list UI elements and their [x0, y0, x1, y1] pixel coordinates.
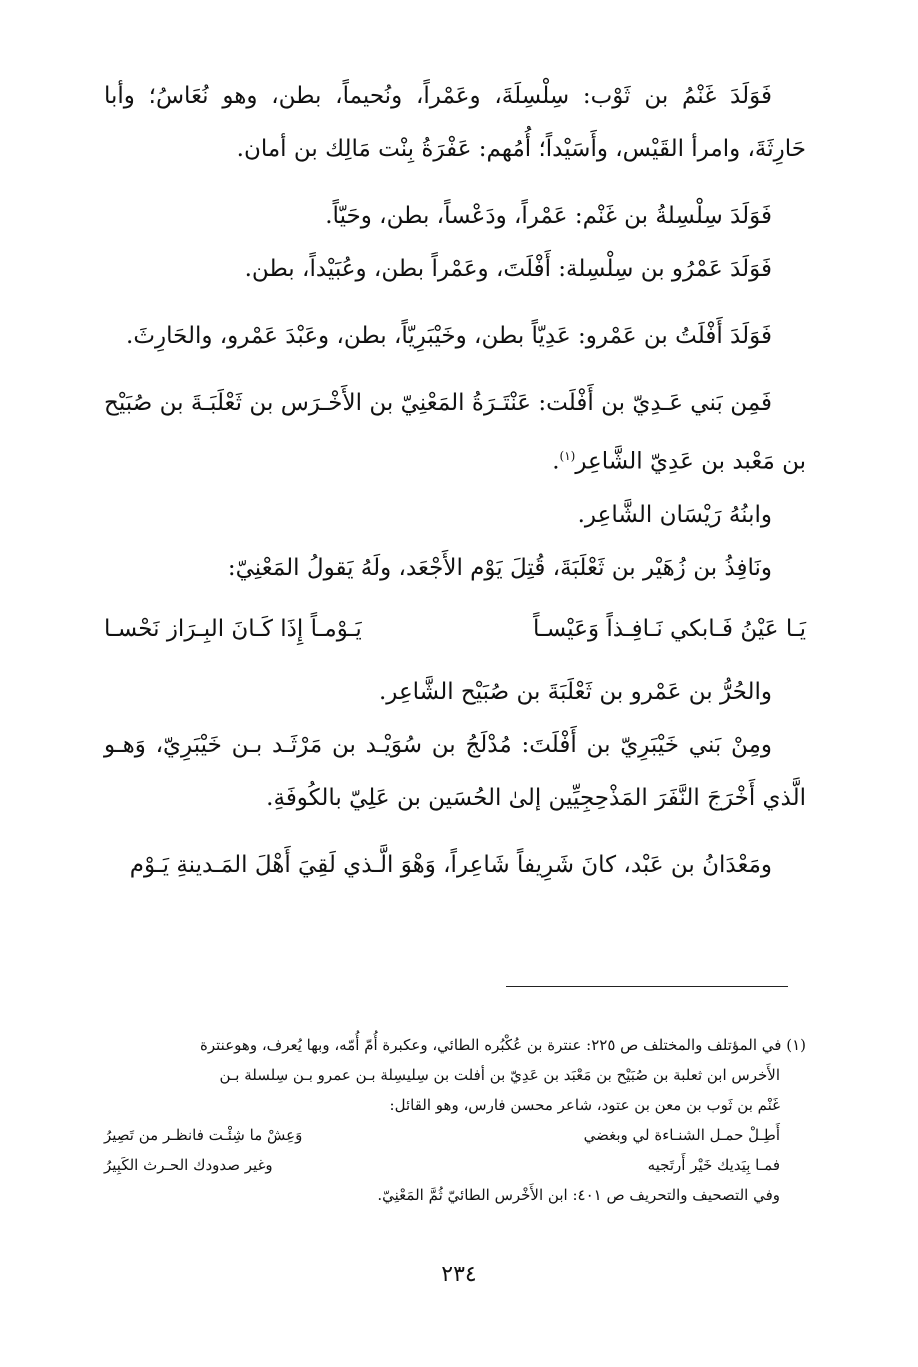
footnote-verse — [104, 1120, 806, 1150]
footnote-line: غَنْم بن ثَوب بن معن بن عتود، شاعر محسن فارس، وهو القائل: — [389, 1096, 780, 1114]
footnote-line: وفي التصحيف والتحريف ص ٤٠١: ابن الأَخْرس الطائيّ ثُمَّ المَعْنِيّ. — [377, 1186, 780, 1204]
footnote-verse-second: وغير صدودك الحـرث الكَبِيرُ — [104, 1156, 273, 1174]
poem-verse — [104, 603, 806, 656]
footnote-verse-first: أَطِـلْ حمـل الشنـاءة لي وبغضي — [583, 1126, 780, 1144]
footnote-line: الأَخرس ابن ثعلبة بن صُبَيْح بن مَعْبَد بن عَدِيّ بن أفلت بن سِليسِلة بـن عمرو بـن سِلسلة بـن — [219, 1066, 780, 1084]
paragraph-nafidh: ونَافِذُ بن زُهَيْر بن ثَعْلَبَةَ، قُتِلَ يَوْم الأَجْعَد، ولَهُ يَقولُ المَعْنِيّ: — [227, 554, 772, 581]
antara-text: فَمِن بَني عَـدِيّ بن أَفْلَت: عَنْتَـرَةُ المَعْنِيّ بن الأَخْـرَس بن ثَعْلَبَـةَ بن صُبَيْح بن مَعْبد بن عَدِيّ الشَّاعِر — [104, 390, 806, 475]
paragraph-amr: فَوَلَدَ عَمْرُو بن سِلْسِلة: أَفْلَتَ، وعَمْراً بطن، وعُبَيْداً، بطن. — [244, 256, 772, 282]
footnote-separator — [506, 986, 788, 987]
paragraph-ghanm: فَوَلَدَ غَنْمُ بن ثَوْب: سِلْسِلَةَ، وعَمْراً، ونُحيماً، بطن، وهو نُعَاسُ؛ وأبا حَارِثَةَ، وامرأ القَيْس، وأَسَيْداً؛ أُمُهم: عَفْرَةُ بِنْت مَالِك بن أمان. — [104, 83, 806, 162]
verse-second-hemistich: يَـوْمـاً إِذَا كَـانَ البِـرَاز نَحْسـا — [104, 615, 362, 642]
paragraph-hurr: والحُرُّ بن عَمْرو بن ثَعْلَبَةَ بن صُبَيْح الشَّاعِر. — [378, 678, 772, 705]
paragraph-silsila: فَوَلَدَ سِلْسِلةُ بن غَنْم: عَمْراً، ودَعْساً، بطن، وحَيّاً. — [325, 203, 772, 229]
footnote-line: (١) في المؤتلف والمختلف ص ٢٢٥: عنترة بن عُكْبُره الطائي، وعكبرة أُمّ أُمّه، وبها يُعرف، وهوعنترة — [200, 1036, 806, 1054]
footnote-verse — [104, 1150, 806, 1180]
main-text — [104, 70, 806, 892]
verse-first-hemistich: يَـا عَيْنُ فَـابكي نَـافِـذاً وَعَيْسـاً — [533, 615, 806, 642]
footnote-verse-first: فمـا بِيَديك خَيْر أَرتَجيه — [647, 1156, 780, 1174]
footnote-verse-second: وَعِشْ ما شِئْـت فانظـر من تَصِيرُ — [104, 1126, 303, 1144]
footnote-mark[interactable]: (١) — [559, 449, 576, 463]
paragraph-mudlij: ومِنْ بَني خَيْبَرِيّ بن أَفْلَتَ: مُدْلَجُ بن سُوَيْـد بن مَرْثَـد بـن خَيْبَرِيّ، وَهـو الَّذي أَخْرَجَ النَّفَرَ المَذْحِجِيِّين إلىٰ الحُسَين بن عَلِيّ بالكُوفَةِ. — [104, 731, 806, 811]
antara-end: . — [552, 448, 560, 475]
footnotes — [104, 1030, 806, 1210]
paragraph-rayssan: وابنُهُ رَيْسَان الشَّاعِر. — [577, 501, 772, 528]
page-number: ٢٣٤ — [441, 1262, 477, 1287]
paragraph-madan: ومَعْدَانُ بن عَبْد، كانَ شَرِيفاً شَاعِراً، وَهْوَ الَّـذي لَقِيَ أَهْلَ المَـدينةِ يَـوْم — [129, 851, 772, 878]
paragraph-aflat: فَوَلَدَ أَفْلَتُ بن عَمْرو: عَدِيّاً بطن، وخَيْبَرِيّاً، بطن، وعَبْدَ عَمْرو، والحَارِثَ. — [126, 323, 772, 349]
paragraph-antara — [104, 377, 806, 489]
